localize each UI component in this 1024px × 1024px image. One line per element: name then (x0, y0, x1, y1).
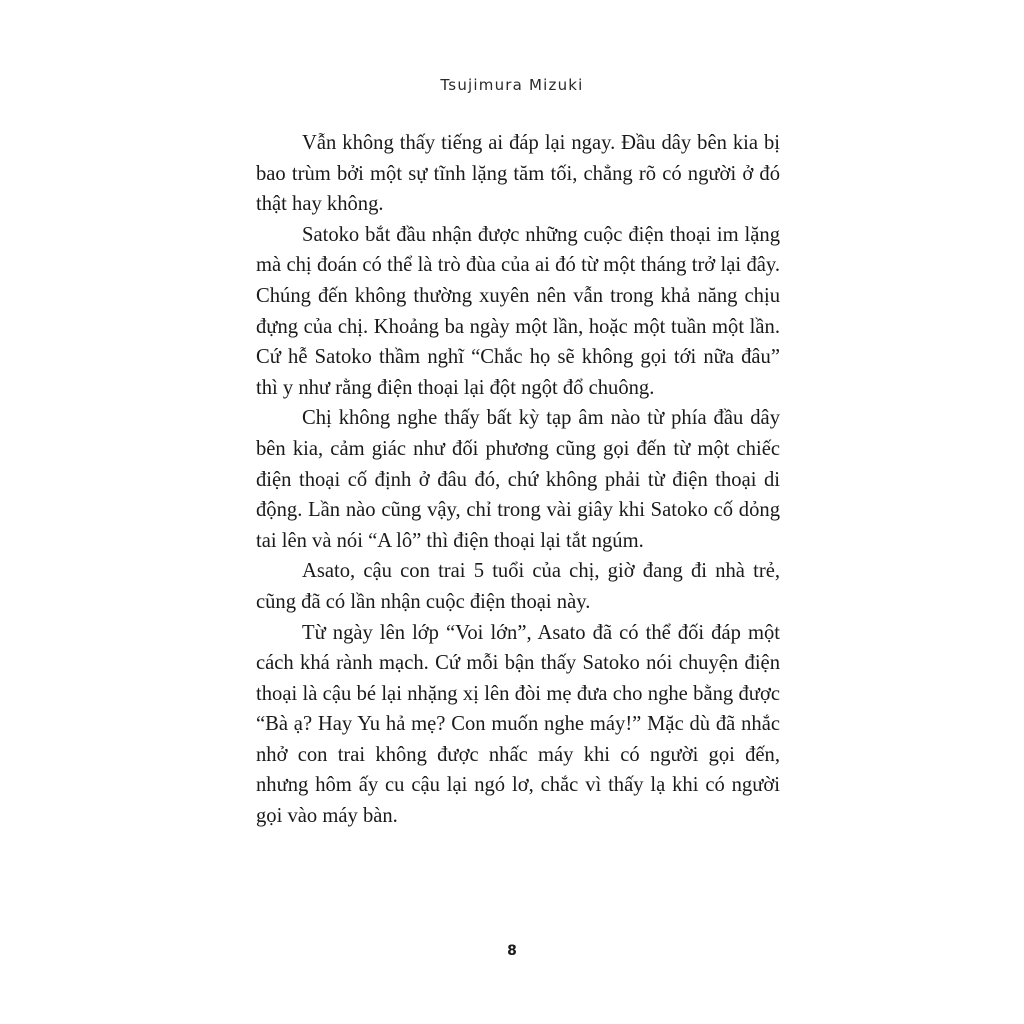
paragraph-5: Từ ngày lên lớp “Voi lớn”, Asato đã có thể đối đáp một cách khá rành mạch. Cứ mỗi bận thấy Satoko nói chuyện điện thoại là cậu bé lại nhặng xị lên đòi mẹ đưa cho nghe bằng được “Bà ạ? Hay Yu hả mẹ? Con muốn nghe máy!” Mặc dù đã nhắc nhở con trai không được nhấc máy khi có người gọi đến, nhưng hôm ấy cu cậu lại ngó lơ, chắc vì thấy lạ khi có người gọi vào máy bàn. (256, 621, 780, 828)
running-header-author: Tsujimura Mizuki (440, 76, 584, 94)
paragraph-3: Chị không nghe thấy bất kỳ tạp âm nào từ phía đầu dây bên kia, cảm giác như đối phương cũng gọi đến từ một chiếc điện thoại cố định ở đâu đó, chứ không phải từ điện thoại di động. Lần nào cũng vậy, chỉ trong vài giây khi Satoko cố dỏng tai lên và nói “A lô” thì điện thoại lại tắt ngúm. (256, 407, 780, 552)
paragraph-4: Asato, cậu con trai 5 tuổi của chị, giờ đang đi nhà trẻ, cũng đã có lần nhận cuộc điện thoại này. (256, 560, 780, 613)
paragraph-2: Satoko bắt đầu nhận được những cuộc điện thoại im lặng mà chị đoán có thể là trò đùa của ai đó từ một tháng trở lại đây. Chúng đến không thường xuyên nên vẫn trong khả năng chịu đựng của chị. Khoảng ba ngày một lần, hoặc một tuần một lần. Cứ hễ Satoko thầm nghĩ “Chắc họ sẽ không gọi tới nữa đâu” thì y như rằng điện thoại lại đột ngột đổ chuông. (256, 223, 780, 399)
paragraph-1: Vẫn không thấy tiếng ai đáp lại ngay. Đầu dây bên kia bị bao trùm bởi một sự tĩnh lặng tăm tối, chẳng rõ có người ở đó thật hay không. (256, 132, 780, 216)
body-text (256, 128, 780, 832)
page-number: 8 (507, 943, 517, 959)
